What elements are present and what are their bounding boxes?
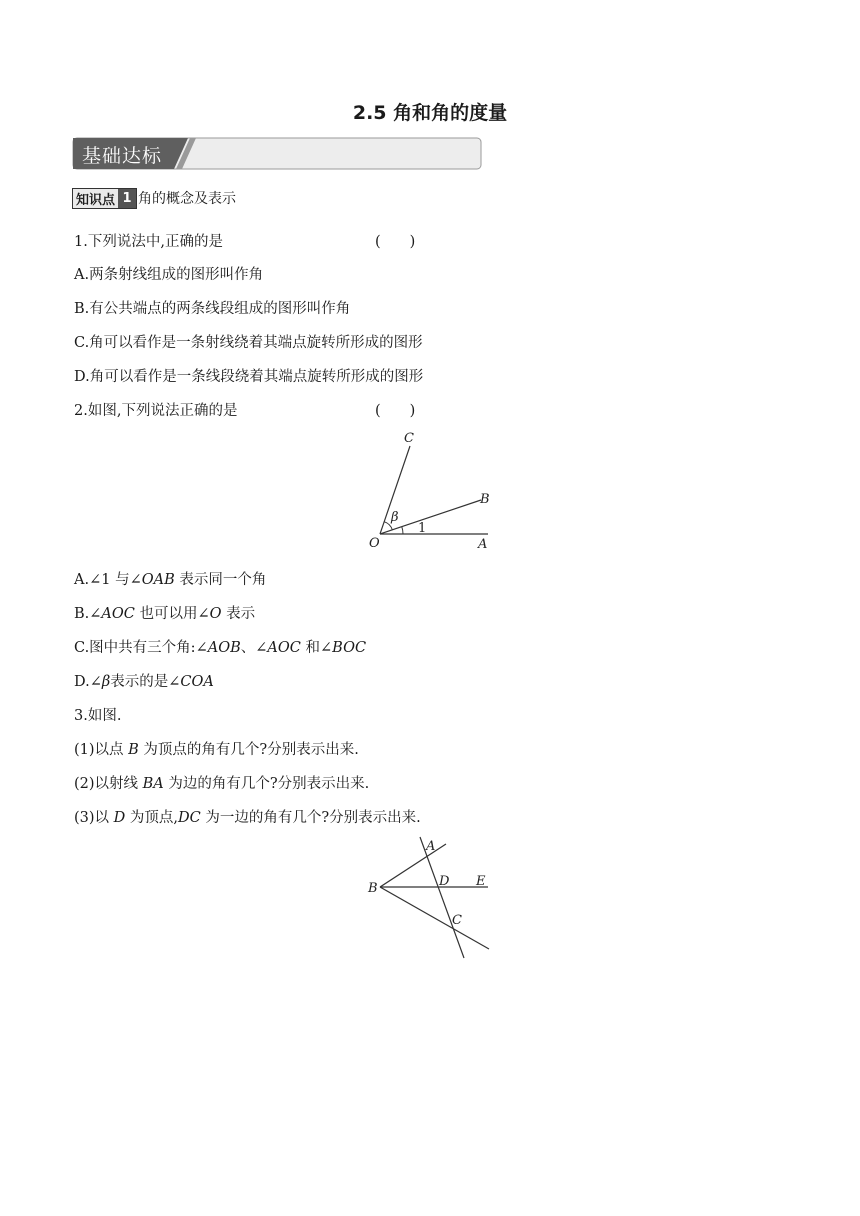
section-banner <box>72 137 482 171</box>
q1-option-d: D.角可以看作是一条线段绕着其端点旋转所形成的图形 <box>74 369 424 385</box>
q3-part-3-point: D <box>113 810 126 826</box>
q2-option-b <box>74 602 255 623</box>
q2-option-d-angle: COA <box>180 674 214 690</box>
q2-option-b-angle: AOC <box>101 606 135 622</box>
knowledge-point-badge <box>72 188 137 209</box>
q3-part-3-ray: DC <box>178 810 201 826</box>
q2-option-c-angle1: AOB <box>207 640 241 656</box>
q2-option-c-text: C.图中共有三个角:∠ <box>74 640 208 656</box>
banner-label: 基础达标 <box>82 145 163 167</box>
q2-option-b-mid: 也可以用∠ <box>134 606 210 622</box>
line-ac <box>420 837 464 958</box>
q2-option-c-angle2: AOC <box>267 640 301 656</box>
q3-part-3-rest: 为一边的角有几个?分别表示出来. <box>200 810 421 826</box>
line-bc <box>380 887 489 949</box>
label-b: B <box>480 492 490 507</box>
q1-option-a: A.两条射线组成的图形叫作角 <box>74 267 264 283</box>
q2-option-a-text: A.∠1 与∠ <box>74 572 142 588</box>
q3-part-2-text: (2)以射线 <box>74 776 143 792</box>
label-a: A <box>426 839 436 854</box>
label-c: C <box>404 431 414 446</box>
q2-option-d <box>74 670 214 691</box>
q3-part-2-ray: BA <box>142 776 164 792</box>
q3-part-1-rest: 为顶点的角有几个?分别表示出来. <box>138 742 359 758</box>
knowledge-point-number: 1 <box>118 189 136 208</box>
label-o: O <box>369 536 380 551</box>
q3-part-2-rest: 为边的角有几个?分别表示出来. <box>163 776 370 792</box>
label-b: B <box>368 881 378 896</box>
q2-option-c-sep2: 和∠ <box>300 640 333 656</box>
q2-option-a-angle: OAB <box>141 572 175 588</box>
q2-option-b-rest: 表示 <box>221 606 256 622</box>
q3-stem: 3.如图. <box>74 708 122 724</box>
q2-option-a-rest: 表示同一个角 <box>174 572 267 588</box>
label-d: D <box>439 874 450 889</box>
q3-line-figure <box>360 832 500 967</box>
label-1: 1 <box>418 521 427 536</box>
q2-option-d-mid: 表示的是∠ <box>110 674 181 690</box>
q3-part-3 <box>74 806 421 827</box>
q2-option-a <box>74 568 266 589</box>
q3-part-1-point: B <box>128 742 139 758</box>
q1-stem: 1.下列说法中,正确的是 <box>74 234 223 250</box>
q1-option-c: C.角可以看作是一条射线绕着其端点旋转所形成的图形 <box>74 335 423 351</box>
q3-part-1-text: (1)以点 <box>74 742 129 758</box>
q2-angle-figure <box>360 426 500 556</box>
q3-part-1 <box>74 738 359 759</box>
knowledge-point-label: 知识点 <box>76 192 116 208</box>
q3-part-3-text: (3)以 <box>74 810 114 826</box>
label-beta: β <box>391 510 399 525</box>
q2-answer-paren: ( ) <box>375 403 416 419</box>
q1-option-b: B.有公共端点的两条线段组成的图形叫作角 <box>74 301 351 317</box>
page-title: 2.5 角和角的度量 <box>352 102 508 124</box>
q2-option-c-sep1: 、∠ <box>240 640 268 656</box>
q2-option-b-text: B.∠ <box>74 606 102 622</box>
label-c: C <box>452 913 462 928</box>
q2-option-d-text: D.∠ <box>74 674 102 690</box>
knowledge-point-title: 角的概念及表示 <box>138 191 237 207</box>
q2-stem: 2.如图,下列说法正确的是 <box>74 403 238 419</box>
q2-option-d-beta: β <box>101 674 111 690</box>
angle-1-arc <box>402 527 403 534</box>
q1-answer-paren: ( ) <box>375 234 416 250</box>
label-e: E <box>476 874 486 889</box>
q3-part-3-mid: 为顶点, <box>125 810 179 826</box>
label-a: A <box>478 537 488 552</box>
q2-option-c <box>74 636 366 657</box>
q2-option-c-angle3: BOC <box>332 640 367 656</box>
knowledge-point-header <box>72 187 236 209</box>
q3-part-2 <box>74 772 369 793</box>
q2-option-b-vertex: O <box>209 606 222 622</box>
